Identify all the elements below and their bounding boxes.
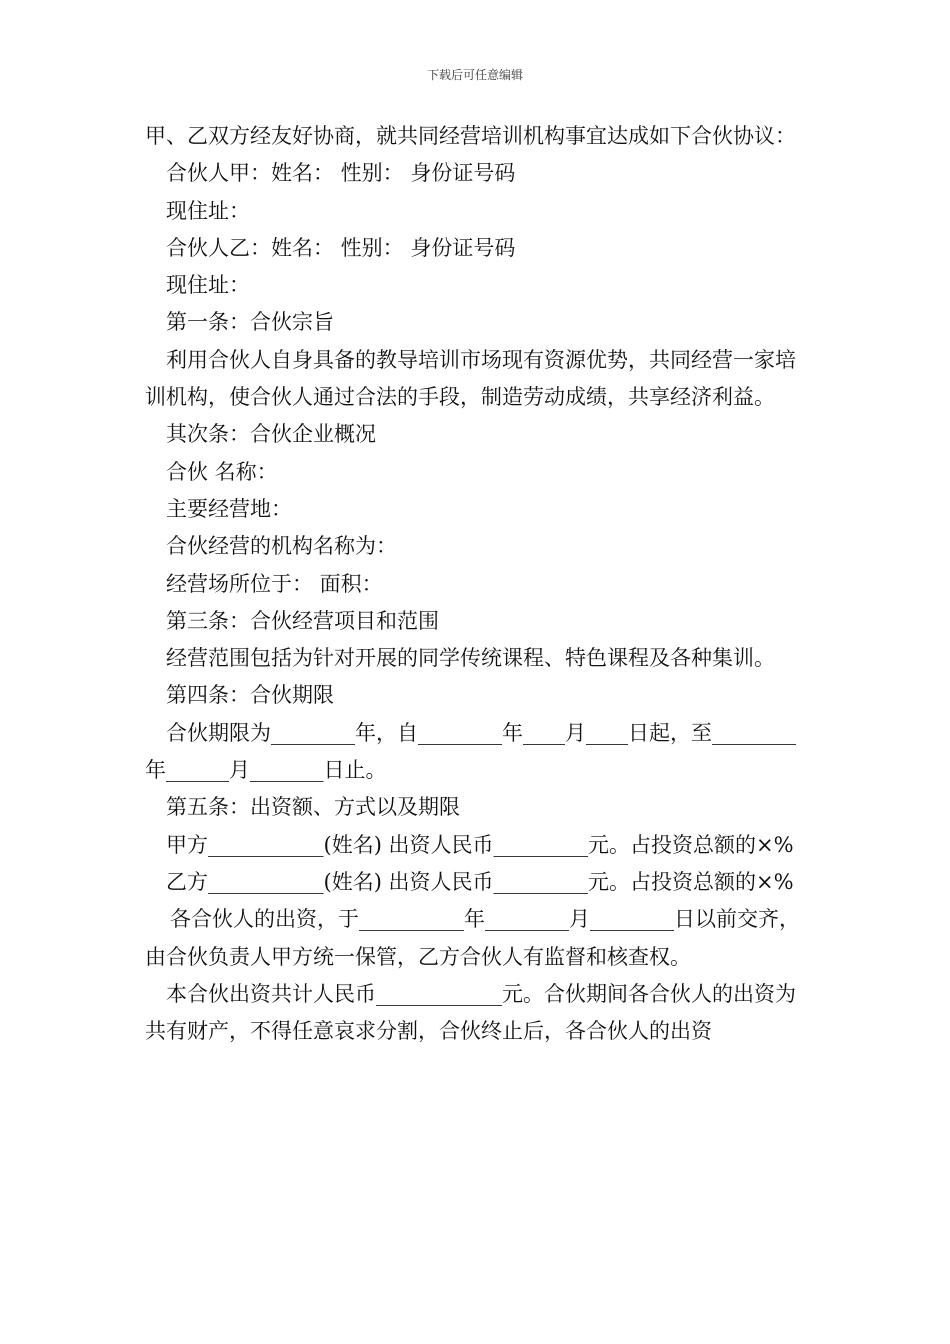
paragraph: 合伙人甲：姓名： 性别： 身份证号码 (166, 161, 516, 186)
paragraph: 甲方___________(姓名) 出资人民币_________元。占投资总额的×% (166, 832, 794, 857)
paragraph: 各合伙人的出资，于__________年________月________日以前交齐，由合伙负责人甲方统一保管，乙方合伙人有监督和核查权。 (145, 907, 800, 969)
paragraph: 主要经营地： (166, 496, 292, 521)
section-heading: 其次条：合伙企业概况 (166, 422, 376, 447)
section-heading: 第一条：合伙宗旨 (166, 310, 334, 335)
paragraph: 本合伙出资共计人民币____________元。合伙期间各合伙人的出资为共有财产，不得任意哀求分割，合伙终止后，各合伙人的出资 (145, 981, 796, 1044)
paragraph: 甲、乙双方经友好协商，就共同经营培训机构事宜达成如下合伙协议： (145, 124, 796, 148)
paragraph: 合伙 名称： (166, 459, 278, 484)
paragraph: 乙方___________(姓名) 出资人民币_________元。占投资总额的×% (166, 869, 794, 894)
section-heading: 第五条：出资额、方式以及期限 (166, 795, 460, 820)
section-heading: 第四条：合伙期限 (166, 683, 334, 708)
document-body (145, 118, 810, 1050)
paragraph: 现住址： (166, 273, 250, 298)
paragraph: 合伙期限为________年，自________年____月____日起，至________年______月_______日止。 (145, 720, 796, 783)
paragraph: 合伙经营的机构名称为： (166, 534, 397, 559)
paragraph: 经营场所位于： 面积： (166, 571, 383, 596)
paragraph: 现住址： (166, 198, 250, 223)
section-heading: 第三条：合伙经营项目和范围 (166, 608, 439, 633)
paragraph: 利用合伙人自身具备的教导培训市场现有资源优势，共同经营一家培训机构，使合伙人通过合法的手段，制造劳动成绩，共享经济利益。 (145, 347, 796, 410)
paragraph: 经营范围包括为针对开展的同学传统课程、特色课程及各种集训。 (166, 646, 775, 671)
paragraph: 合伙人乙：姓名： 性别： 身份证号码 (166, 235, 516, 260)
page-header: 下载后可任意编辑 (426, 68, 523, 82)
